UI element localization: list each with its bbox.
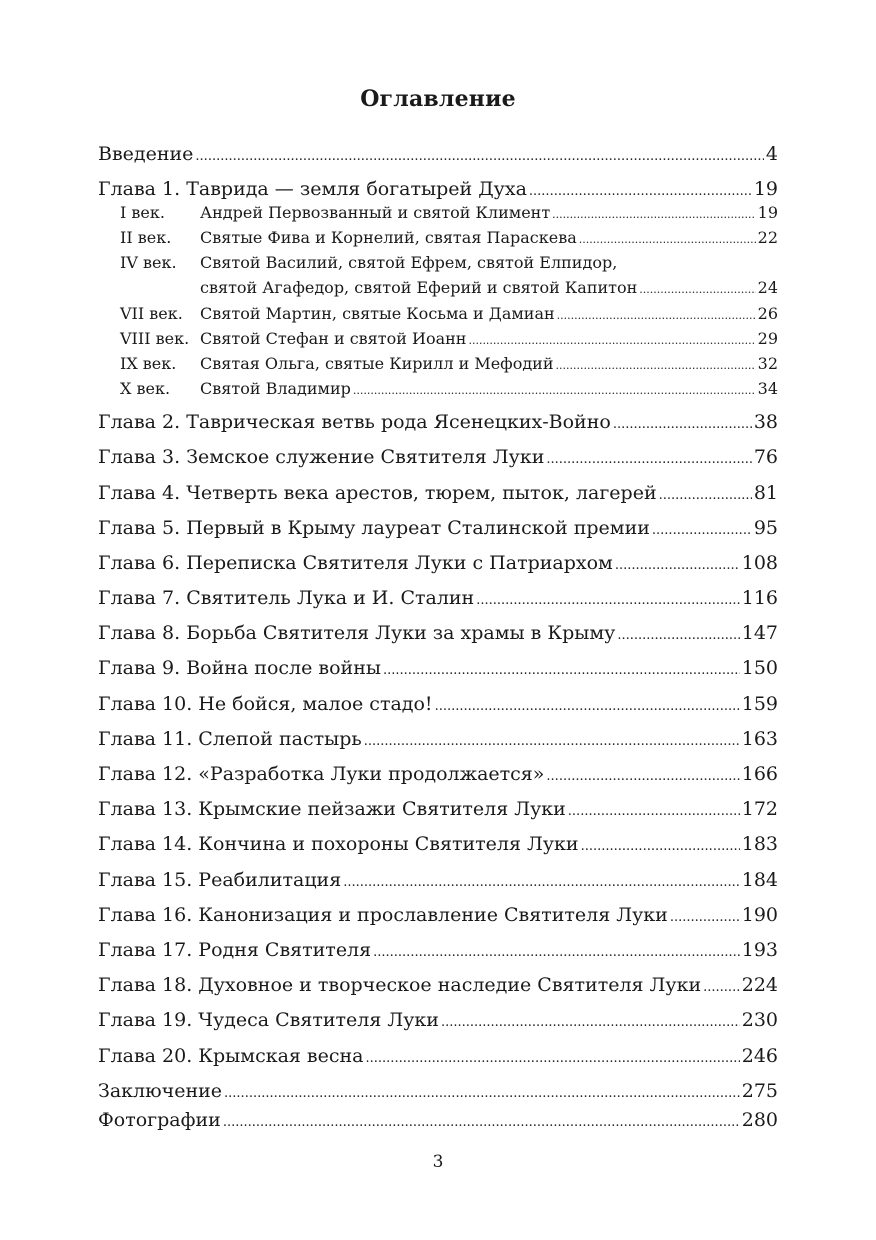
toc-entry-page: 193 xyxy=(741,938,778,961)
toc-subentry-century[interactable] xyxy=(98,302,778,327)
toc-entry-chapter-9[interactable] xyxy=(98,653,778,688)
dot-leader xyxy=(617,621,739,651)
toc-entry-chapter-10[interactable] xyxy=(98,689,778,724)
toc-entry-chapter-15[interactable] xyxy=(98,865,778,900)
toc-entry-page: 19 xyxy=(753,178,778,200)
subentry-text: святой Агафедор, святой Еферий и святой Капитон xyxy=(200,278,638,298)
dot-leader xyxy=(195,142,763,172)
toc-subentry-century-first-line[interactable] xyxy=(98,251,778,276)
dot-leader xyxy=(546,762,739,792)
toc-entry-page: 224 xyxy=(741,974,778,997)
toc-entry-page: 22 xyxy=(757,228,778,248)
toc-subentry-century-continuation[interactable] xyxy=(98,276,778,301)
toc-entry-label: Глава 17. Родня Святителя xyxy=(98,938,372,961)
subentry-text: Святая Ольга, святые Кирилл и Мефодий xyxy=(200,353,554,373)
century-label: VII век. xyxy=(120,303,183,323)
toc-entry-page: 95 xyxy=(753,516,778,539)
toc-entry-page: 147 xyxy=(741,622,778,645)
dot-leader xyxy=(652,516,752,546)
toc-entry-chapter-4[interactable] xyxy=(98,478,778,513)
toc-entry-page: 166 xyxy=(741,763,778,785)
toc-entry-page: 24 xyxy=(757,278,778,298)
toc-entry-page: 108 xyxy=(741,551,778,574)
dot-leader xyxy=(343,868,740,898)
toc-entry-page: 172 xyxy=(741,798,778,821)
toc-entry-label: Глава 15. Реабилитация xyxy=(98,868,342,891)
toc-entry-page: 76 xyxy=(753,446,778,469)
toc-entry-label: Глава 8. Борьба Святителя Луки за храмы в Крыму xyxy=(98,622,616,645)
toc-entry-chapter-3[interactable] xyxy=(98,442,778,477)
toc-entry-label: Глава 12. «Разработка Луки продолжается» xyxy=(98,763,545,785)
toc-entry-chapter-20[interactable] xyxy=(98,1041,778,1076)
dot-leader xyxy=(581,832,740,862)
subentry-text: Святой Мартин, святые Косьма и Дамиан xyxy=(200,303,555,323)
subentry-text: Святой Стефан и святой Иоанн xyxy=(200,328,467,348)
century-label: IV век. xyxy=(120,253,177,273)
toc-entry-page: 29 xyxy=(757,328,778,348)
dot-leader xyxy=(373,938,740,968)
century-label: VIII век. xyxy=(120,328,190,348)
toc-entry-page: 190 xyxy=(741,903,778,926)
toc-subentry-century[interactable] xyxy=(98,226,778,251)
page-number: 3 xyxy=(432,1152,444,1172)
dot-leader xyxy=(639,278,755,302)
dot-leader xyxy=(546,445,751,475)
toc-entry-page: 280 xyxy=(741,1108,778,1131)
subentry-text: Андрей Первозванный и святой Климент xyxy=(200,203,551,222)
table-of-contents xyxy=(98,139,778,1134)
toc-entry-label: Глава 6. Переписка Святителя Луки с Патриархом xyxy=(98,551,613,574)
dot-leader xyxy=(579,228,756,252)
toc-entry-label: Глава 18. Духовное и творческое наследие Святителя Луки xyxy=(98,974,702,997)
toc-entry-label: Глава 2. Таврическая ветвь рода Ясенецких-Войно xyxy=(98,411,611,434)
toc-entry-label: Глава 1. Таврида — земля богатырей Духа xyxy=(98,178,527,200)
dot-leader xyxy=(703,973,740,1003)
dot-leader xyxy=(441,1008,740,1038)
toc-entry-chapter-19[interactable] xyxy=(98,1005,778,1040)
toc-entry-label: Глава 7. Святитель Лука и И. Сталин xyxy=(98,587,475,610)
toc-entry-page: 116 xyxy=(741,587,778,610)
toc-entry-page: 32 xyxy=(757,353,778,373)
toc-entry-chapter-2[interactable] xyxy=(98,407,778,442)
toc-entry-chapter-11[interactable] xyxy=(98,724,778,759)
toc-entry-label: Введение xyxy=(98,143,194,165)
dot-leader xyxy=(613,410,752,440)
toc-entry-page: 38 xyxy=(753,411,778,434)
dot-leader xyxy=(568,797,740,827)
toc-entry-chapter-1[interactable] xyxy=(98,174,778,201)
toc-entry-label: Фотографии xyxy=(98,1108,221,1131)
dot-leader xyxy=(223,1108,740,1138)
subentry-text: Святые Фива и Корнелий, святая Параскева xyxy=(200,228,577,248)
page-title: Оглавление xyxy=(360,86,516,112)
dot-leader xyxy=(556,354,756,378)
subentry-text: Святой Владимир xyxy=(200,379,351,399)
toc-entry-label: Глава 13. Крымские пейзажи Святителя Луки xyxy=(98,798,566,821)
century-label: IX век. xyxy=(120,353,177,373)
toc-entry-page: 230 xyxy=(741,1009,778,1032)
chapter-list xyxy=(98,407,778,1076)
toc-entry-chapter-18[interactable] xyxy=(98,970,778,1005)
toc-entry-chapter-7[interactable] xyxy=(98,583,778,618)
dot-leader xyxy=(659,481,752,511)
dot-leader xyxy=(468,329,755,353)
toc-entry-page: 4 xyxy=(765,143,778,165)
toc-entry-chapter-12[interactable] xyxy=(98,759,778,794)
toc-entry-conclusion[interactable] xyxy=(98,1076,778,1105)
toc-entry-label: Глава 3. Земское служение Святителя Луки xyxy=(98,446,545,469)
dot-leader xyxy=(383,656,740,686)
toc-entry-page: 184 xyxy=(741,868,778,891)
toc-entry-page: 19 xyxy=(757,203,778,222)
toc-subentry-century[interactable] xyxy=(98,327,778,352)
toc-entry-chapter-5[interactable] xyxy=(98,513,778,548)
dot-leader xyxy=(615,551,740,581)
toc-entry-label: Глава 19. Чудеса Святителя Луки xyxy=(98,1009,439,1032)
dot-leader xyxy=(224,1079,740,1109)
toc-entry-label: Глава 16. Канонизация и прославление Святителя Луки xyxy=(98,903,668,926)
century-label: II век. xyxy=(120,228,172,248)
toc-entry-label: Глава 9. Война после войны xyxy=(98,657,381,680)
dot-leader xyxy=(353,379,756,403)
tail-list xyxy=(98,1076,778,1134)
toc-entry-label: Глава 20. Крымская весна xyxy=(98,1044,364,1067)
dot-leader xyxy=(366,1044,740,1074)
toc-entry-chapter-14[interactable] xyxy=(98,829,778,864)
toc-entry-chapter-13[interactable] xyxy=(98,794,778,829)
toc-entry-label: Глава 14. Кончина и похороны Святителя Луки xyxy=(98,833,579,856)
toc-entry-page: 275 xyxy=(741,1079,778,1102)
toc-entry-label: Глава 11. Слепой пастырь xyxy=(98,727,362,750)
toc-entry-chapter-6[interactable] xyxy=(98,548,778,583)
toc-entry-page: 159 xyxy=(741,692,778,715)
toc-subentry-century[interactable] xyxy=(98,352,778,377)
toc-entry-page: 34 xyxy=(757,379,778,399)
dot-leader xyxy=(364,727,740,757)
toc-entry-label: Глава 10. Не бойся, малое стадо! xyxy=(98,692,433,715)
toc-entry-page: 150 xyxy=(741,657,778,680)
dot-leader xyxy=(557,304,756,328)
toc-entry-label: Глава 4. Четверть века арестов, тюрем, пыток, лагерей xyxy=(98,481,657,504)
dot-leader xyxy=(476,586,740,616)
toc-entry-chapter-8[interactable] xyxy=(98,618,778,653)
century-label: X век. xyxy=(120,379,171,399)
toc-entry-chapter-16[interactable] xyxy=(98,900,778,935)
toc-entry-label: Глава 5. Первый в Крыму лауреат Сталинской премии xyxy=(98,516,650,539)
subentry-text: Святой Василий, святой Ефрем, святой Елпидор, xyxy=(200,253,618,273)
toc-entry-page: 246 xyxy=(741,1044,778,1067)
dot-leader xyxy=(435,692,740,722)
toc-entry-label: Заключение xyxy=(98,1079,223,1102)
toc-subentry-century[interactable] xyxy=(98,201,778,226)
toc-entry-page: 163 xyxy=(741,727,778,750)
toc-entry-page: 26 xyxy=(757,303,778,323)
century-label: I век. xyxy=(120,203,165,222)
toc-subentry-century[interactable] xyxy=(98,377,778,407)
toc-entry-page: 183 xyxy=(741,833,778,856)
dot-leader xyxy=(552,203,755,227)
toc-entry-introduction[interactable] xyxy=(98,139,778,174)
toc-entry-photographs[interactable] xyxy=(98,1105,778,1134)
dot-leader xyxy=(670,903,740,933)
toc-entry-chapter-17[interactable] xyxy=(98,935,778,970)
toc-entry-page: 81 xyxy=(753,481,778,504)
